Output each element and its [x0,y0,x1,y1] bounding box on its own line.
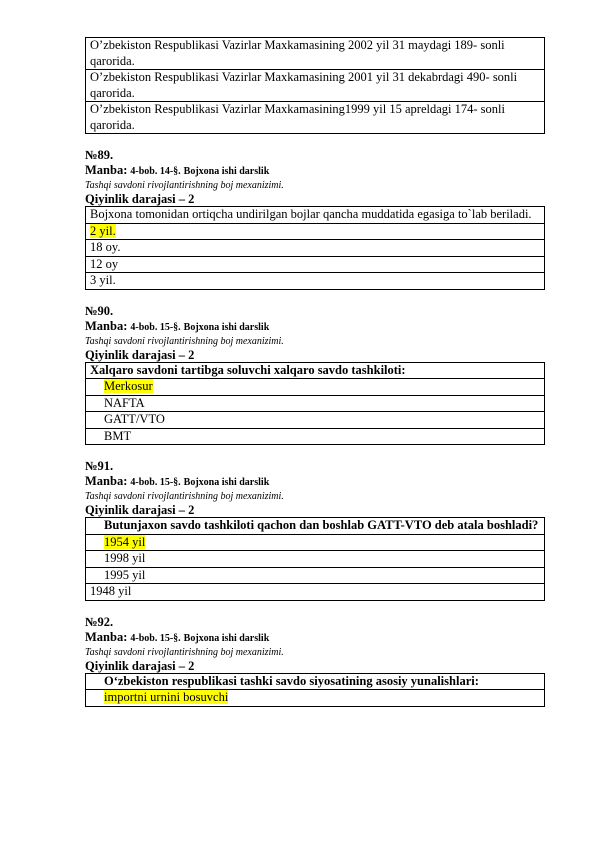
topic-line: Tashqi savdoni rivojlantirishning boj mexanizimi. [85,180,284,191]
question-text: Bojxona tomonidan ortiqcha undirilgan bojlar qancha muddatida egasiga to`lab beriladi. [86,207,545,224]
answer-option: O’zbekiston Respublikasi Vazirlar Maxkamasining 2002 yil 31 maydagi 189- sonli qarorida. [86,38,545,70]
source-line [85,630,545,646]
source-book: Bojxona ishi darslik [183,477,270,488]
question-number: №89. [85,148,114,162]
correct-answer-highlight: importni urnini bosuvchi [104,690,229,704]
source-ref: 4-bob. 14-§. [130,166,181,177]
source-book: Bojxona ishi darslik [183,166,270,177]
difficulty-level: Qiyinlik darajasi – 2 [85,658,195,673]
correct-answer-highlight: 1954 yil [104,534,146,549]
question-table [85,673,545,707]
topic-line: Tashqi savdoni rivojlantirishning boj mexanizimi. [85,335,284,347]
source-label: Manba: [85,163,128,177]
answer-option: NAFTA [86,395,545,412]
document-page [85,37,545,707]
question-text: Xalqaro savdoni tartibga soluvchi xalqaro savdo tashkiloti: [86,362,545,379]
source-ref: 4-bob. 15-§. [130,321,181,333]
question-number: №90. [85,303,114,318]
question-table [85,362,545,446]
correct-answer-highlight: 2 yil. [90,223,116,238]
difficulty-level: Qiyinlik darajasi – 2 [85,347,195,362]
answer-option: O’zbekiston Respublikasi Vazirlar Maxkamasining 2001 yil 31 dekabrdagi 490- sonli qarorida. [86,70,545,102]
question-number: №91. [85,459,114,473]
answer-option: 18 oy. [86,240,545,257]
source-label: Manba: [85,629,128,644]
question-table [85,206,545,290]
answer-option [86,690,545,707]
answer-options-table [85,37,545,134]
source-line [85,474,545,490]
difficulty-level: Qiyinlik darajasi – 2 [85,192,195,206]
answer-option: 1995 yil [86,567,545,584]
question-text: O‘zbekiston respublikasi tashki savdo siyosatining asosiy yunalishlari: [86,673,545,690]
correct-answer-highlight: Merkosur [104,379,153,393]
answer-option [86,379,545,396]
topic-line: Tashqi savdoni rivojlantirishning boj mexanizimi. [85,491,284,502]
question-text: Butunjaxon savdo tashkiloti qachon dan boshlab GATT-VTO deb atala boshladi? [86,518,545,535]
answer-option: GATT/VTO [86,412,545,429]
source-book: Bojxona ishi darslik [183,632,270,644]
answer-option: 3 yil. [86,273,545,290]
source-line [85,163,545,179]
answer-option: BMT [86,428,545,445]
difficulty-level: Qiyinlik darajasi – 2 [85,503,195,517]
answer-option: 1948 yil [86,584,545,601]
source-label: Manba: [85,474,128,488]
source-line [85,319,545,335]
answer-option [86,223,545,240]
source-ref: 4-bob. 15-§. [130,632,181,644]
source-ref: 4-bob. 15-§. [130,477,181,488]
answer-option: O’zbekiston Respublikasi Vazirlar Maxkamasining1999 yil 15 apreldagi 174- sonli qarorida. [86,102,545,134]
answer-option: 1998 yil [86,551,545,568]
topic-line: Tashqi savdoni rivojlantirishning boj mexanizimi. [85,646,284,658]
source-label: Manba: [85,318,128,333]
source-book: Bojxona ishi darslik [183,321,270,333]
answer-option: 12 oy [86,256,545,273]
question-number: №92. [85,614,114,629]
answer-option [86,534,545,551]
question-table [85,517,545,601]
